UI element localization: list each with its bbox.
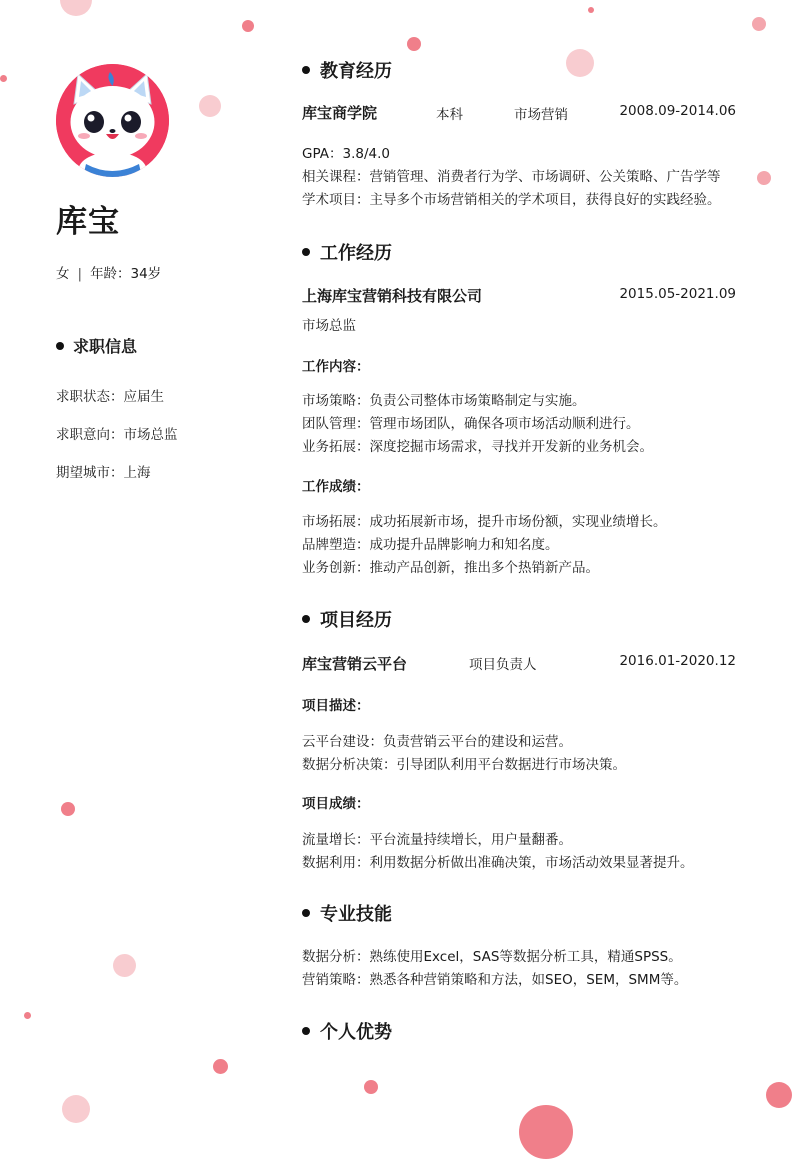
list-item: 流量增长：平台流量持续增长，用户量翻番。 [302, 832, 572, 848]
decor-dot [0, 75, 7, 82]
decor-dot [60, 0, 92, 16]
education-period: 2008.09-2014.06 [619, 103, 736, 119]
project-period: 2016.01-2020.12 [619, 653, 736, 669]
school-name: 库宝商学院 [302, 104, 378, 122]
work-period: 2015.05-2021.09 [619, 286, 736, 302]
work-title: 工作经历 [320, 243, 392, 264]
project-results-title: 项目成绩： [302, 796, 370, 812]
work-heading [302, 239, 392, 265]
decor-dot [24, 1012, 31, 1019]
decor-dot [757, 171, 771, 185]
decor-dot [766, 1082, 792, 1108]
education-title: 教育经历 [320, 61, 392, 82]
list-item: 数据分析决策：引导团队利用平台数据进行市场决策。 [302, 757, 626, 773]
list-item: 品牌塑造：成功提升品牌影响力和知名度。 [302, 537, 559, 553]
list-item: 业务创新：推动产品创新，推出多个热销新产品。 [302, 560, 599, 576]
work-role: 市场总监 [302, 318, 356, 334]
courses: 相关课程：营销管理、消费者行为学、市场调研、公关策略、广告学等 [302, 169, 721, 185]
skills-title: 专业技能 [320, 904, 392, 925]
decor-dot [62, 1095, 90, 1123]
work-content-title: 工作内容： [302, 359, 370, 375]
decor-dot [588, 7, 594, 13]
avatar [56, 64, 169, 177]
decor-dot [407, 37, 421, 51]
bullet-icon [302, 909, 310, 917]
list-item: 市场策略：负责公司整体市场策略制定与实施。 [302, 393, 586, 409]
project-title: 项目经历 [320, 610, 392, 631]
bullet-icon [302, 66, 310, 74]
basic-info [56, 262, 161, 282]
decor-dot [242, 20, 254, 32]
decor-dot [364, 1080, 378, 1094]
bullet-icon [56, 342, 64, 350]
separator: | [77, 266, 83, 282]
job-city: 期望城市：上海 [56, 465, 151, 481]
project-heading [302, 606, 392, 632]
major: 市场营销 [514, 107, 568, 123]
list-item: 数据利用：利用数据分析做出准确决策，市场活动效果显著提升。 [302, 855, 694, 871]
decor-dot [213, 1059, 228, 1074]
list-item: 数据分析：熟练使用Excel，SAS等数据分析工具，精通SPSS。 [302, 949, 682, 965]
gpa: GPA：3.8/4.0 [302, 146, 390, 162]
academic-projects: 学术项目：主导多个市场营销相关的学术项目，获得良好的实践经验。 [302, 192, 721, 208]
age: 年龄：34岁 [90, 266, 162, 282]
advantages-title: 个人优势 [320, 1022, 392, 1043]
skills-heading [302, 900, 392, 926]
company-name: 上海库宝营销科技有限公司 [302, 287, 483, 305]
list-item: 云平台建设：负责营销云平台的建设和运营。 [302, 734, 572, 750]
decor-dot [61, 802, 75, 816]
job-position: 求职意向：市场总监 [56, 427, 178, 443]
job-status: 求职状态：应届生 [56, 389, 164, 405]
decor-dot [752, 17, 766, 31]
advantages-heading [302, 1018, 392, 1044]
project-desc-title: 项目描述： [302, 698, 370, 714]
job-intent-title: 求职信息 [73, 337, 138, 356]
decor-dot [199, 95, 221, 117]
bullet-icon [302, 615, 310, 623]
bullet-icon [302, 1027, 310, 1035]
degree: 本科 [436, 107, 463, 123]
bullet-icon [302, 248, 310, 256]
cat-mascot-icon [56, 64, 169, 177]
education-heading [302, 57, 392, 83]
decor-dot [566, 49, 594, 77]
candidate-name: 库宝 [56, 204, 120, 240]
project-name: 库宝营销云平台 [302, 655, 408, 673]
list-item: 营销策略：熟悉各种营销策略和方法，如SEO，SEM，SMM等。 [302, 972, 688, 988]
work-achievements-title: 工作成绩： [302, 479, 370, 495]
decor-dot [519, 1105, 573, 1159]
list-item: 团队管理：管理市场团队，确保各项市场活动顺利进行。 [302, 416, 640, 432]
job-intent-heading [56, 334, 137, 357]
gender: 女 [56, 266, 70, 282]
list-item: 业务拓展：深度挖掘市场需求，寻找并开发新的业务机会。 [302, 439, 653, 455]
project-role: 项目负责人 [469, 657, 537, 673]
decor-dot [113, 954, 136, 977]
list-item: 市场拓展：成功拓展新市场，提升市场份额，实现业绩增长。 [302, 514, 667, 530]
